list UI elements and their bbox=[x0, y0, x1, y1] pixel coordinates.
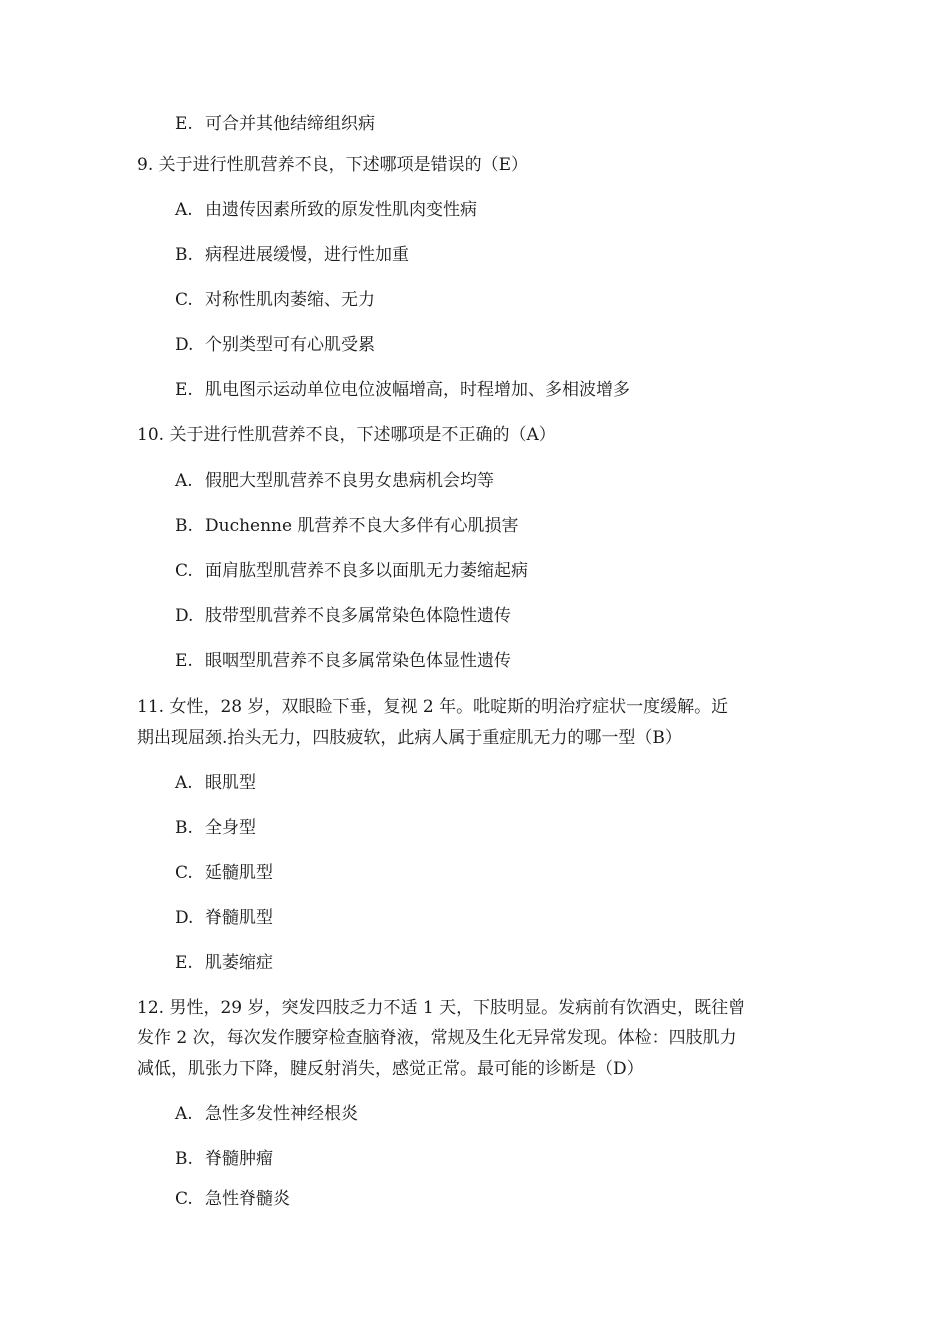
option-letter: D. bbox=[175, 606, 194, 626]
question-11-stem-line-2: 期出现屈颈.抬头无力，四肢疲软，此病人属于重症肌无力的哪一型（B） bbox=[137, 728, 682, 748]
option-letter: C. bbox=[175, 863, 193, 883]
option-text: 脊髓肿瘤 bbox=[205, 1149, 273, 1169]
option-letter: C. bbox=[175, 1189, 193, 1209]
option-letter: A. bbox=[175, 200, 193, 220]
question-12-option-b bbox=[175, 1149, 273, 1169]
option-text: 由遗传因素所致的原发性肌肉变性病 bbox=[205, 200, 477, 220]
option-text: 眼咽型肌营养不良多属常染色体显性遗传 bbox=[205, 651, 511, 671]
option-text: 急性多发性神经根炎 bbox=[205, 1104, 358, 1124]
question-12-option-c bbox=[175, 1189, 290, 1209]
option-text: Duchenne 肌营养不良大多伴有心肌损害 bbox=[205, 516, 519, 536]
option-letter: A. bbox=[175, 1104, 193, 1124]
option-e-top bbox=[175, 114, 375, 134]
option-text: 急性脊髓炎 bbox=[205, 1189, 290, 1209]
option-letter: B. bbox=[175, 245, 193, 265]
option-letter: B. bbox=[175, 818, 193, 838]
question-11-option-c bbox=[175, 863, 273, 883]
option-letter: B. bbox=[175, 1149, 193, 1169]
question-9-option-b bbox=[175, 245, 409, 265]
question-12-option-a bbox=[175, 1104, 358, 1124]
option-text: 个别类型可有心肌受累 bbox=[205, 335, 375, 355]
question-9-option-e bbox=[175, 380, 630, 400]
question-10-option-e bbox=[175, 651, 511, 671]
question-12-stem-line-3: 减低，肌张力下降，腱反射消失，感觉正常。最可能的诊断是（D） bbox=[137, 1059, 644, 1079]
question-11-option-e bbox=[175, 953, 273, 973]
option-text: 可合并其他结缔组织病 bbox=[205, 114, 375, 134]
question-10-option-b bbox=[175, 516, 518, 536]
option-letter: A. bbox=[175, 773, 193, 793]
option-text: 肌萎缩症 bbox=[205, 953, 273, 973]
option-letter: A. bbox=[175, 471, 193, 491]
option-letter: C. bbox=[175, 561, 193, 581]
question-12-stem-line-1: 12. 男性，29 岁，突发四肢乏力不适 1 天，下肢明显。发病前有饮酒史，既往曾 bbox=[137, 998, 746, 1018]
question-9-stem: 9. 关于进行性肌营养不良，下述哪项是错误的（E） bbox=[137, 155, 529, 175]
question-11-option-d bbox=[175, 908, 273, 928]
option-text: 全身型 bbox=[205, 818, 256, 838]
option-letter: D. bbox=[175, 908, 194, 928]
question-11-option-b bbox=[175, 818, 256, 838]
question-12-stem-line-2: 发作 2 次，每次发作腰穿检查脑脊液，常规及生化无异常发现。体检：四肢肌力 bbox=[137, 1028, 737, 1048]
option-text: 对称性肌肉萎缩、无力 bbox=[205, 290, 375, 310]
option-text: 眼肌型 bbox=[205, 773, 256, 793]
question-10-option-c bbox=[175, 561, 528, 581]
option-text: 肢带型肌营养不良多属常染色体隐性遗传 bbox=[205, 606, 511, 626]
option-text: 延髓肌型 bbox=[205, 863, 273, 883]
question-10-stem: 10. 关于进行性肌营养不良，下述哪项是不正确的（A） bbox=[137, 425, 556, 445]
question-9-option-a bbox=[175, 200, 477, 220]
question-10-option-d bbox=[175, 606, 511, 626]
question-10-option-a bbox=[175, 471, 494, 491]
option-letter: D. bbox=[175, 335, 194, 355]
option-text: 假肥大型肌营养不良男女患病机会均等 bbox=[205, 471, 494, 491]
option-text: 病程进展缓慢，进行性加重 bbox=[205, 245, 409, 265]
question-9-option-c bbox=[175, 290, 375, 310]
option-text: 面肩肱型肌营养不良多以面肌无力萎缩起病 bbox=[205, 561, 528, 581]
question-11-option-a bbox=[175, 773, 256, 793]
option-letter: C. bbox=[175, 290, 193, 310]
question-11-stem-line-1: 11. 女性，28 岁，双眼睑下垂，复视 2 年。吡啶斯的明治疗症状一度缓解。近 bbox=[137, 697, 729, 717]
option-text: 肌电图示运动单位电位波幅增高，时程增加、多相波增多 bbox=[205, 380, 630, 400]
option-letter: E. bbox=[175, 114, 193, 134]
option-letter: E. bbox=[175, 651, 193, 671]
option-letter: E. bbox=[175, 380, 193, 400]
option-text: 脊髓肌型 bbox=[205, 908, 273, 928]
option-letter: E. bbox=[175, 953, 193, 973]
question-9-option-d bbox=[175, 335, 375, 355]
option-letter: B. bbox=[175, 516, 193, 536]
